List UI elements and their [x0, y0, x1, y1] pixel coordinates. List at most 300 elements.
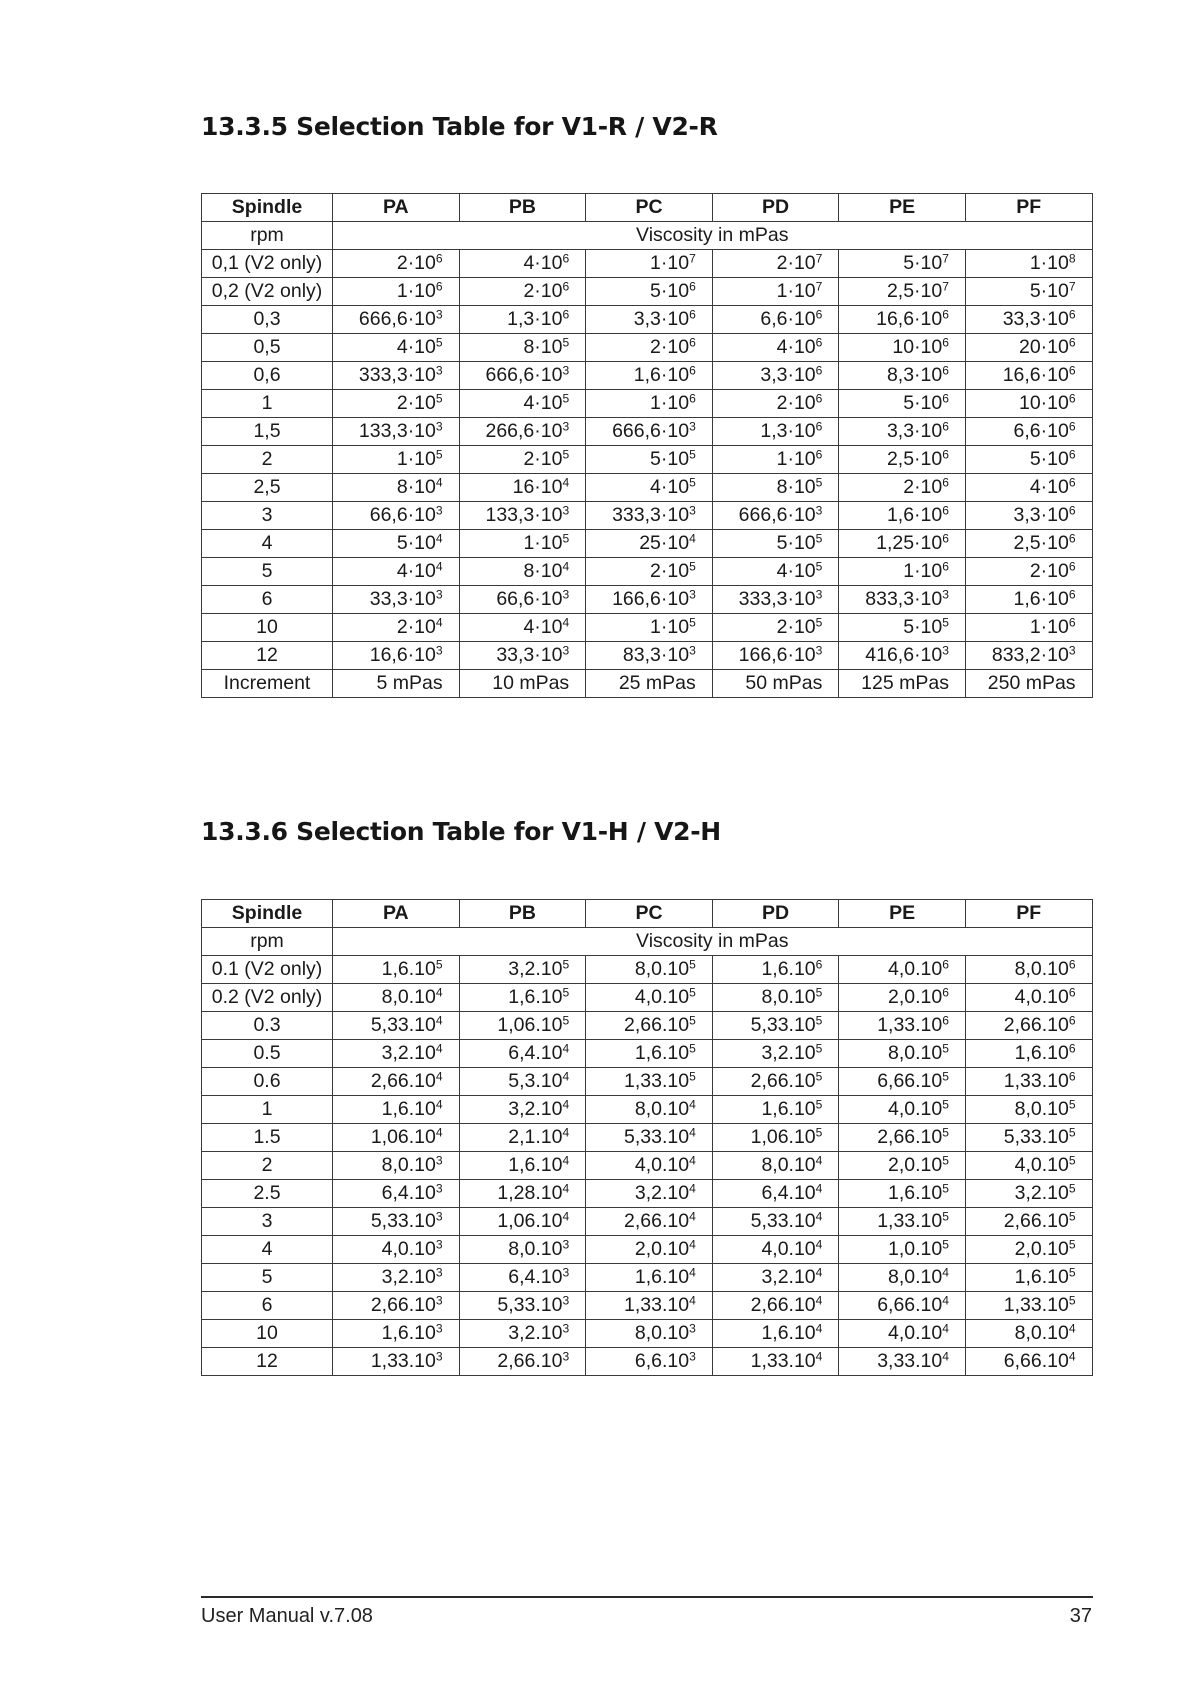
subheader-viscosity: Viscosity in mPas [333, 222, 1093, 250]
exponent: 4 [815, 1209, 823, 1224]
exponent: 3 [562, 1237, 570, 1252]
exponent: 6 [815, 307, 823, 322]
exponent: 6 [1068, 447, 1076, 462]
exponent: 6 [942, 475, 949, 490]
header-pc: PC [586, 194, 713, 222]
viscosity-cell: $33,3\cdot 10^3$ [459, 642, 586, 670]
viscosity-cell: $8\cdot 10^5$ [459, 334, 586, 362]
exponent: 4 [815, 1321, 823, 1336]
table-row [202, 1152, 1093, 1180]
viscosity-cell: 3,2.10$^4$ [586, 1180, 713, 1208]
exponent: 3 [562, 1265, 570, 1280]
table-row [202, 558, 1093, 586]
exponent: 4 [435, 1097, 443, 1112]
selection-table-v1r-v2r [201, 193, 1093, 698]
exponent: 3 [562, 587, 570, 602]
exponent: 3 [562, 1293, 570, 1308]
viscosity-cell: 1,33.10$^5$ [586, 1068, 713, 1096]
exponent: 3 [435, 1153, 443, 1168]
viscosity-cell: 2,66.10$^3$ [333, 1292, 460, 1320]
viscosity-cell: 250 mPas [965, 670, 1092, 698]
exponent: 6 [1068, 531, 1076, 546]
viscosity-cell: 8,0.10$^4$ [712, 1152, 839, 1180]
exponent: 5 [815, 475, 823, 490]
table-body [202, 250, 1093, 698]
exponent: 6 [1068, 957, 1076, 972]
viscosity-cell: $166,6\cdot 10^3$ [712, 642, 839, 670]
viscosity-cell: $25\cdot 10^4$ [586, 530, 713, 558]
viscosity-cell: $8\cdot 10^4$ [459, 558, 586, 586]
rpm-cell: Increment [202, 670, 333, 698]
viscosity-cell: 1,33.10$^6$ [839, 1012, 966, 1040]
viscosity-cell: 2,66.10$^5$ [586, 1012, 713, 1040]
viscosity-cell: $4\cdot 10^6$ [965, 474, 1092, 502]
table-row [202, 474, 1093, 502]
viscosity-cell: $5\cdot 10^6$ [839, 390, 966, 418]
exponent: 6 [562, 307, 570, 322]
section-title-v1h-v2h: 13.3.6 Selection Table for V1-H / V2-H [201, 817, 721, 846]
exponent: 3 [435, 363, 443, 378]
exponent: 4 [815, 1153, 823, 1168]
exponent: 4 [562, 1181, 570, 1196]
header-spindle: Spindle [202, 194, 333, 222]
exponent: 3 [435, 503, 443, 518]
exponent: 4 [435, 615, 443, 630]
viscosity-cell: $266,6\cdot 10^3$ [459, 418, 586, 446]
exponent: 4 [1068, 1349, 1076, 1364]
viscosity-cell: 1,6.10$^4$ [333, 1096, 460, 1124]
exponent: 7 [815, 279, 823, 294]
viscosity-cell: $66,6\cdot 10^3$ [333, 502, 460, 530]
viscosity-cell: 5 mPas [333, 670, 460, 698]
exponent: 3 [562, 1349, 570, 1364]
exponent: 3 [562, 419, 570, 434]
viscosity-cell: $1,3\cdot 10^6$ [459, 306, 586, 334]
exponent: 6 [689, 279, 696, 294]
exponent: 6 [1068, 1069, 1076, 1084]
table-row [202, 1292, 1093, 1320]
table-row [202, 1348, 1093, 1376]
table-row [202, 1264, 1093, 1292]
viscosity-cell: $1\cdot 10^7$ [586, 250, 713, 278]
viscosity-cell: $33,3\cdot 10^6$ [965, 306, 1092, 334]
table-row [202, 956, 1093, 984]
exponent: 3 [435, 643, 443, 658]
viscosity-cell: 6,4.10$^4$ [712, 1180, 839, 1208]
viscosity-cell: 4,0.10$^5$ [839, 1096, 966, 1124]
viscosity-cell: $6,6\cdot 10^6$ [712, 306, 839, 334]
rpm-cell: 10 [202, 614, 333, 642]
exponent: 3 [942, 587, 949, 602]
viscosity-cell: $8\cdot 10^4$ [333, 474, 460, 502]
exponent: 6 [1068, 391, 1076, 406]
viscosity-cell: $2\cdot 10^5$ [459, 446, 586, 474]
viscosity-cell: $8\cdot 10^5$ [712, 474, 839, 502]
viscosity-cell: 5,33.10$^3$ [333, 1208, 460, 1236]
table-row [202, 586, 1093, 614]
exponent: 4 [1068, 1321, 1076, 1336]
viscosity-cell: $133,3\cdot 10^3$ [459, 502, 586, 530]
rpm-cell: 2 [202, 446, 333, 474]
viscosity-cell: $5\cdot 10^6$ [586, 278, 713, 306]
header-pf: PF [965, 194, 1092, 222]
exponent: 6 [1068, 335, 1076, 350]
viscosity-cell: 1,6.10$^5$ [839, 1180, 966, 1208]
viscosity-cell: $5\cdot 10^7$ [839, 250, 966, 278]
viscosity-cell: $16,6\cdot 10^6$ [965, 362, 1092, 390]
rpm-cell: 1.5 [202, 1124, 333, 1152]
header-pa: PA [333, 194, 460, 222]
header-spindle: Spindle [202, 900, 333, 928]
viscosity-cell: $333,3\cdot 10^3$ [333, 362, 460, 390]
exponent: 5 [562, 1013, 570, 1028]
viscosity-cell: $2\cdot 10^6$ [459, 278, 586, 306]
exponent: 6 [942, 419, 949, 434]
exponent: 6 [942, 1013, 949, 1028]
exponent: 7 [942, 279, 949, 294]
viscosity-cell: $5\cdot 10^7$ [965, 278, 1092, 306]
exponent: 3 [815, 503, 823, 518]
exponent: 5 [942, 1069, 949, 1084]
rpm-cell: 12 [202, 642, 333, 670]
exponent: 6 [689, 363, 696, 378]
exponent: 6 [942, 503, 949, 518]
viscosity-cell: 6,4.10$^3$ [333, 1180, 460, 1208]
exponent: 6 [815, 391, 823, 406]
viscosity-cell: 3,2.10$^5$ [965, 1180, 1092, 1208]
viscosity-cell: 5,33.10$^4$ [333, 1012, 460, 1040]
table-row [202, 1320, 1093, 1348]
exponent: 4 [435, 531, 443, 546]
viscosity-cell: 1,33.10$^4$ [586, 1292, 713, 1320]
viscosity-cell: 4,0.10$^5$ [965, 1152, 1092, 1180]
viscosity-cell: 1,33.10$^6$ [965, 1068, 1092, 1096]
exponent: 3 [815, 587, 823, 602]
table-header-row [202, 900, 1093, 928]
exponent: 6 [815, 447, 823, 462]
exponent: 5 [1068, 1125, 1076, 1140]
exponent: 6 [689, 335, 696, 350]
viscosity-cell: $1\cdot 10^5$ [333, 446, 460, 474]
exponent: 7 [942, 251, 949, 266]
viscosity-cell: 3,2.10$^3$ [333, 1264, 460, 1292]
exponent: 4 [562, 1125, 570, 1140]
viscosity-cell: $4\cdot 10^5$ [712, 558, 839, 586]
viscosity-cell: 8,0.10$^3$ [333, 1152, 460, 1180]
rpm-cell: 6 [202, 586, 333, 614]
rpm-cell: 12 [202, 1348, 333, 1376]
rpm-cell: 0.6 [202, 1068, 333, 1096]
rpm-cell: 5 [202, 1264, 333, 1292]
viscosity-cell: $3,3\cdot 10^6$ [586, 306, 713, 334]
viscosity-cell: 5,33.10$^5$ [712, 1012, 839, 1040]
viscosity-cell: $833,2\cdot 10^3$ [965, 642, 1092, 670]
viscosity-cell: $666,6\cdot 10^3$ [333, 306, 460, 334]
exponent: 5 [689, 447, 696, 462]
viscosity-cell: 6,4.10$^4$ [459, 1040, 586, 1068]
viscosity-cell: 8,0.10$^5$ [839, 1040, 966, 1068]
viscosity-cell: 50 mPas [712, 670, 839, 698]
header-pe: PE [839, 900, 966, 928]
viscosity-cell: $666,6\cdot 10^3$ [586, 418, 713, 446]
viscosity-cell: $4\cdot 10^5$ [459, 390, 586, 418]
viscosity-cell: 1,06.10$^4$ [333, 1124, 460, 1152]
viscosity-cell: $1\cdot 10^5$ [459, 530, 586, 558]
viscosity-cell: $83,3\cdot 10^3$ [586, 642, 713, 670]
exponent: 4 [562, 615, 570, 630]
exponent: 6 [435, 251, 443, 266]
viscosity-cell: $16,6\cdot 10^6$ [839, 306, 966, 334]
exponent: 5 [815, 1125, 823, 1140]
exponent: 5 [942, 1237, 949, 1252]
selection-table-v1h-v2h [201, 899, 1093, 1376]
exponent: 3 [562, 363, 570, 378]
viscosity-cell: $666,6\cdot 10^3$ [459, 362, 586, 390]
viscosity-cell: $16,6\cdot 10^3$ [333, 642, 460, 670]
exponent: 4 [689, 1125, 696, 1140]
rpm-cell: 2 [202, 1152, 333, 1180]
viscosity-cell: 4,0.10$^4$ [712, 1236, 839, 1264]
exponent: 3 [435, 1181, 443, 1196]
viscosity-cell: $5\cdot 10^4$ [333, 530, 460, 558]
viscosity-cell: $1\cdot 10^6$ [333, 278, 460, 306]
exponent: 6 [815, 419, 823, 434]
viscosity-cell: 1,6.10$^5$ [712, 1096, 839, 1124]
exponent: 3 [562, 643, 570, 658]
viscosity-cell: 5,33.10$^3$ [459, 1292, 586, 1320]
exponent: 3 [435, 587, 443, 602]
header-pc: PC [586, 900, 713, 928]
viscosity-cell: $2,5\cdot 10^7$ [839, 278, 966, 306]
exponent: 4 [942, 1349, 949, 1364]
viscosity-cell: 1,06.10$^4$ [459, 1208, 586, 1236]
viscosity-cell: 1,6.10$^6$ [965, 1040, 1092, 1068]
viscosity-cell: $10\cdot 10^6$ [839, 334, 966, 362]
viscosity-cell: $10\cdot 10^6$ [965, 390, 1092, 418]
viscosity-cell: 3,2.10$^4$ [333, 1040, 460, 1068]
exponent: 5 [1068, 1097, 1076, 1112]
viscosity-cell: 2,66.10$^3$ [459, 1348, 586, 1376]
exponent: 6 [815, 363, 823, 378]
exponent: 5 [562, 957, 570, 972]
rpm-cell: 1,5 [202, 418, 333, 446]
viscosity-cell: $2\cdot 10^5$ [712, 614, 839, 642]
viscosity-cell: 1,6.10$^5$ [333, 956, 460, 984]
viscosity-cell: 2,0.10$^6$ [839, 984, 966, 1012]
table-row [202, 306, 1093, 334]
viscosity-cell: $6,6\cdot 10^6$ [965, 418, 1092, 446]
viscosity-cell: 4,0.10$^4$ [586, 1152, 713, 1180]
subheader-viscosity: Viscosity in mPas [333, 928, 1093, 956]
viscosity-cell: $2\cdot 10^6$ [586, 334, 713, 362]
rpm-cell: 3 [202, 1208, 333, 1236]
header-pd: PD [712, 900, 839, 928]
viscosity-cell: 5,33.10$^4$ [712, 1208, 839, 1236]
viscosity-cell: 2,0.10$^5$ [839, 1152, 966, 1180]
header-pd: PD [712, 194, 839, 222]
rpm-cell: 3 [202, 502, 333, 530]
viscosity-cell: $2\cdot 10^4$ [333, 614, 460, 642]
rpm-cell: 0,5 [202, 334, 333, 362]
exponent: 6 [1068, 307, 1076, 322]
exponent: 4 [815, 1265, 823, 1280]
viscosity-cell: $2\cdot 10^5$ [586, 558, 713, 586]
viscosity-cell: 1,6.10$^4$ [459, 1152, 586, 1180]
exponent: 5 [815, 531, 823, 546]
rpm-cell: 4 [202, 530, 333, 558]
viscosity-cell: 1,33.10$^3$ [333, 1348, 460, 1376]
viscosity-cell: $4\cdot 10^6$ [712, 334, 839, 362]
table-subheader-row [202, 928, 1093, 956]
rpm-cell: 0,3 [202, 306, 333, 334]
exponent: 5 [435, 391, 443, 406]
exponent: 4 [562, 1097, 570, 1112]
viscosity-cell: 1,6.10$^6$ [712, 956, 839, 984]
exponent: 6 [815, 957, 823, 972]
exponent: 4 [435, 1013, 443, 1028]
table-row [202, 1124, 1093, 1152]
header-pe: PE [839, 194, 966, 222]
exponent: 3 [689, 1321, 696, 1336]
exponent: 5 [689, 615, 696, 630]
viscosity-cell: $3,3\cdot 10^6$ [965, 502, 1092, 530]
viscosity-cell: $1\cdot 10^7$ [712, 278, 839, 306]
exponent: 5 [942, 1153, 949, 1168]
exponent: 3 [689, 419, 696, 434]
exponent: 5 [815, 985, 823, 1000]
exponent: 6 [1068, 1041, 1076, 1056]
viscosity-cell: $8,3\cdot 10^6$ [839, 362, 966, 390]
header-pf: PF [965, 900, 1092, 928]
exponent: 5 [1068, 1293, 1076, 1308]
viscosity-cell: 8,0.10$^4$ [586, 1096, 713, 1124]
viscosity-cell: $4\cdot 10^6$ [459, 250, 586, 278]
viscosity-cell: 2,66.10$^4$ [586, 1208, 713, 1236]
table-subheader-row [202, 222, 1093, 250]
exponent: 5 [435, 335, 443, 350]
exponent: 4 [815, 1181, 823, 1196]
viscosity-cell: 2,66.10$^5$ [712, 1068, 839, 1096]
viscosity-cell: $2\cdot 10^5$ [333, 390, 460, 418]
viscosity-cell: $5\cdot 10^6$ [965, 446, 1092, 474]
exponent: 5 [815, 559, 823, 574]
exponent: 4 [689, 1153, 696, 1168]
viscosity-cell: $2,5\cdot 10^6$ [839, 446, 966, 474]
viscosity-cell: $2\cdot 10^7$ [712, 250, 839, 278]
viscosity-cell: 8,0.10$^5$ [712, 984, 839, 1012]
exponent: 6 [1068, 363, 1076, 378]
viscosity-cell: $4\cdot 10^5$ [333, 334, 460, 362]
exponent: 5 [942, 615, 949, 630]
viscosity-cell: 5,33.10$^4$ [586, 1124, 713, 1152]
viscosity-cell: $166,6\cdot 10^3$ [586, 586, 713, 614]
viscosity-cell: $1\cdot 10^5$ [586, 614, 713, 642]
rpm-cell: 0.2 (V2 only) [202, 984, 333, 1012]
table-row [202, 502, 1093, 530]
table-row [202, 1012, 1093, 1040]
exponent: 6 [562, 279, 570, 294]
viscosity-cell: $5\cdot 10^5$ [712, 530, 839, 558]
viscosity-cell: 2,66.10$^4$ [333, 1068, 460, 1096]
exponent: 4 [435, 1125, 443, 1140]
viscosity-cell: 1,33.10$^5$ [965, 1292, 1092, 1320]
viscosity-cell: 8,0.10$^4$ [333, 984, 460, 1012]
viscosity-cell: $4\cdot 10^5$ [586, 474, 713, 502]
viscosity-cell: 8,0.10$^6$ [965, 956, 1092, 984]
viscosity-cell: 1,6.10$^5$ [586, 1040, 713, 1068]
exponent: 6 [1068, 419, 1076, 434]
table-row [202, 278, 1093, 306]
viscosity-cell: 1,6.10$^5$ [965, 1264, 1092, 1292]
viscosity-cell: 1,6.10$^4$ [712, 1320, 839, 1348]
header-pb: PB [459, 900, 586, 928]
viscosity-cell: $416,6\cdot 10^3$ [839, 642, 966, 670]
exponent: 4 [562, 1041, 570, 1056]
viscosity-cell: $133,3\cdot 10^3$ [333, 418, 460, 446]
exponent: 4 [562, 1153, 570, 1168]
exponent: 6 [942, 391, 949, 406]
exponent: 5 [689, 475, 696, 490]
table-row [202, 1236, 1093, 1264]
rpm-cell: 10 [202, 1320, 333, 1348]
exponent: 4 [942, 1293, 949, 1308]
viscosity-cell: 1,6.10$^5$ [459, 984, 586, 1012]
exponent: 3 [435, 1293, 443, 1308]
exponent: 5 [942, 1097, 949, 1112]
exponent: 6 [815, 335, 823, 350]
viscosity-cell: 8,0.10$^5$ [586, 956, 713, 984]
exponent: 6 [1068, 985, 1076, 1000]
exponent: 6 [942, 307, 949, 322]
rpm-cell: 0.3 [202, 1012, 333, 1040]
table-row [202, 530, 1093, 558]
viscosity-cell: $1\cdot 10^6$ [712, 446, 839, 474]
exponent: 4 [689, 1181, 696, 1196]
viscosity-cell: $66,6\cdot 10^3$ [459, 586, 586, 614]
viscosity-cell: 3,2.10$^5$ [459, 956, 586, 984]
viscosity-cell: $1\cdot 10^6$ [839, 558, 966, 586]
viscosity-cell: $1\cdot 10^8$ [965, 250, 1092, 278]
exponent: 6 [942, 363, 949, 378]
exponent: 5 [942, 1125, 949, 1140]
viscosity-cell: $2\cdot 10^6$ [333, 250, 460, 278]
viscosity-cell: $1,6\cdot 10^6$ [839, 502, 966, 530]
viscosity-cell: 4,0.10$^6$ [839, 956, 966, 984]
viscosity-cell: $2,5\cdot 10^6$ [965, 530, 1092, 558]
viscosity-cell: 6,6.10$^3$ [586, 1348, 713, 1376]
exponent: 3 [435, 1321, 443, 1336]
rpm-cell: 0.1 (V2 only) [202, 956, 333, 984]
viscosity-cell: $20\cdot 10^6$ [965, 334, 1092, 362]
table-row [202, 1180, 1093, 1208]
viscosity-cell: 8,0.10$^4$ [839, 1264, 966, 1292]
viscosity-cell: $4\cdot 10^4$ [333, 558, 460, 586]
exponent: 3 [562, 503, 570, 518]
exponent: 4 [435, 1069, 443, 1084]
exponent: 4 [815, 1293, 823, 1308]
exponent: 4 [562, 1209, 570, 1224]
viscosity-cell: $1,25\cdot 10^6$ [839, 530, 966, 558]
exponent: 5 [689, 1069, 696, 1084]
viscosity-cell: $1,3\cdot 10^6$ [712, 418, 839, 446]
exponent: 4 [942, 1321, 949, 1336]
viscosity-cell: $5\cdot 10^5$ [586, 446, 713, 474]
table-row [202, 1040, 1093, 1068]
footer-manual-version: User Manual v.7.08 [201, 1605, 373, 1627]
viscosity-cell: 25 mPas [586, 670, 713, 698]
viscosity-cell: 3,2.10$^4$ [712, 1264, 839, 1292]
viscosity-cell: 2,66.10$^5$ [839, 1124, 966, 1152]
